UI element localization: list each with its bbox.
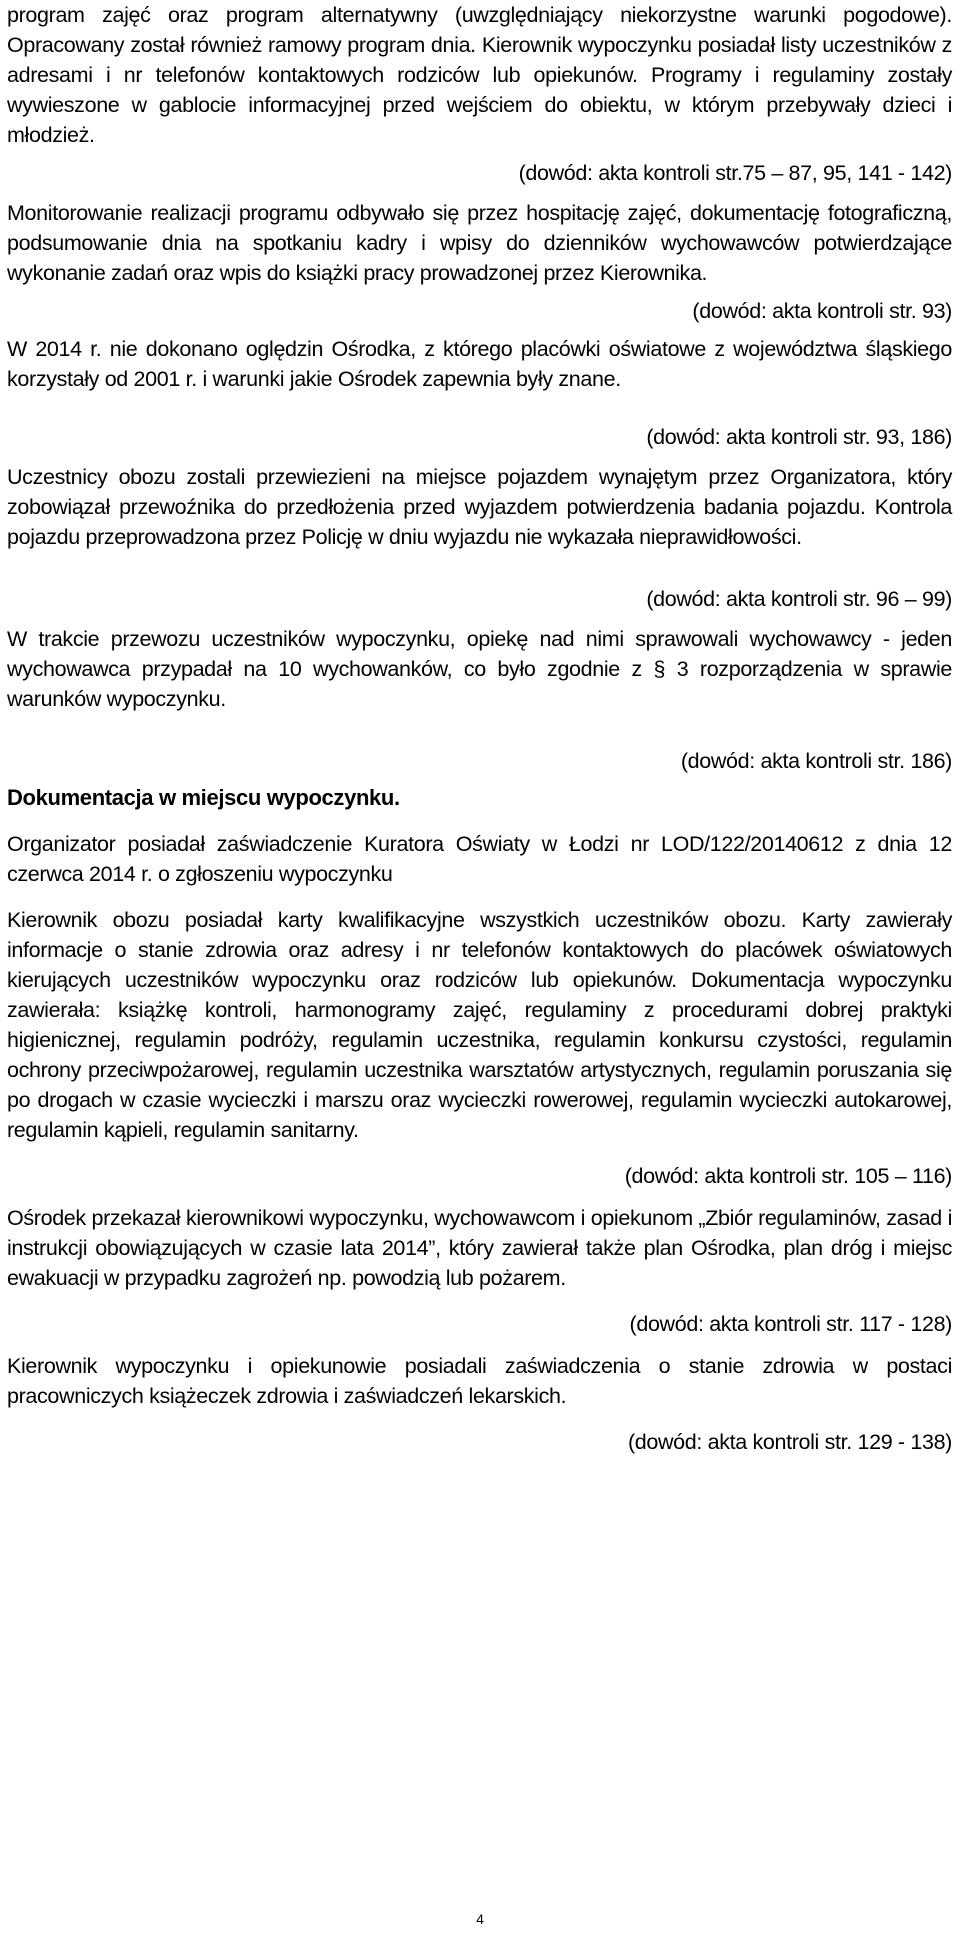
section-heading: Dokumentacja w miejscu wypoczynku. <box>7 785 400 810</box>
evidence-reference: (dowód: akta kontroli str. 93) <box>692 299 952 323</box>
page-number: 4 <box>476 1911 484 1927</box>
evidence-reference: (dowód: akta kontroli str. 117 - 128) <box>629 1312 952 1336</box>
paragraph-program: program zajęć oraz program alternatywny (uwzględniający niekorzystne warunki pogodowe). Opracowany został również ramowy program dnia. Kierownik wypoczynku posiadał listy uczestników z adresami i nr telefonów kontaktowych rodziców lub opiekunów. Programy i regulaminy zostały wywieszone w gablocie informacyjnej przed wejściem do obiektu, w którym przebywały dzieci i młodzież. <box>7 3 952 147</box>
evidence-reference: (dowód: akta kontroli str. 105 – 116) <box>624 1164 952 1188</box>
paragraph-documentation: Kierownik obozu posiadał karty kwalifikacyjne wszystkich uczestników obozu. Karty zawierały informacje o stanie zdrowia oraz adresy i nr telefonów kontaktowych do placówek oświatowych kierujących uczestników wypoczynku oraz rodziców lub opiekunów. Dokumentacja wypoczynku zawierała: książkę kontroli, harmonogramy zajęć, regulaminy z procedurami dobrej praktyki higienicznej, regulamin podróży, regulamin uczestnika, regulamin konkursu czystości, regulamin ochrony przeciwpożarowej, regulamin uczestnika warsztatów artystycznych, regulamin poruszania się po drogach w czasie wycieczki i marszu oraz wycieczki rowerowej, regulamin wycieczki autokarowej, regulamin kąpieli, regulamin sanitarny. <box>7 908 952 1142</box>
evidence-reference: (dowód: akta kontroli str. 186) <box>680 749 952 773</box>
evidence-reference: (dowód: akta kontroli str.75 – 87, 95, 141 - 142) <box>518 161 952 185</box>
paragraph-regulations: Ośrodek przekazał kierownikowi wypoczynku, wychowawcom i opiekunom „Zbiór regulaminów, zasad i instrukcji obowiązujących w czasie lata 2014”, który zawierał także plan Ośrodka, plan dróg i miejsc ewakuacji w przypadku zagrożeń np. powodzią lub pożarem. <box>7 1206 952 1290</box>
paragraph-supervision: W trakcie przewozu uczestników wypoczynku, opiekę nad nimi sprawowali wychowawcy - jeden wychowawca przypadał na 10 wychowanków, co było zgodnie z § 3 rozporządzenia w sprawie warunków wypoczynku. <box>7 627 952 711</box>
paragraph-inspection: W 2014 r. nie dokonano oględzin Ośrodka, z którego placówki oświatowe z województwa śląskiego korzystały od 2001 r. i warunki jakie Ośrodek zapewnia były znane. <box>7 337 952 391</box>
paragraph-monitoring: Monitorowanie realizacji programu odbywało się przez hospitację zajęć, dokumentację fotograficzną, podsumowanie dnia na spotkaniu kadry i wpisy do dzienników wychowawców potwierdzające wykonanie zadań oraz wpis do książki pracy prowadzonej przez Kierownika. <box>7 201 952 285</box>
paragraph-transport: Uczestnicy obozu zostali przewiezieni na miejsce pojazdem wynajętym przez Organizatora, który zobowiązał przewoźnika do przedłożenia przed wyjazdem potwierdzenia badania pojazdu. Kontrola pojazdu przeprowadzona przez Policję w dniu wyjazdu nie wykazała nieprawidłowości. <box>7 465 952 549</box>
evidence-reference: (dowód: akta kontroli str. 93, 186) <box>646 425 952 449</box>
paragraph-certificate: Organizator posiadał zaświadczenie Kuratora Oświaty w Łodzi nr LOD/122/20140612 z dnia 12 czerwca 2014 r. o zgłoszeniu wypoczynku <box>7 832 952 886</box>
evidence-reference: (dowód: akta kontroli str. 129 - 138) <box>627 1430 952 1454</box>
evidence-reference: (dowód: akta kontroli str. 96 – 99) <box>646 587 952 611</box>
paragraph-health: Kierownik wypoczynku i opiekunowie posiadali zaświadczenia o stanie zdrowia w postaci pracowniczych książeczek zdrowia i zaświadczeń lekarskich. <box>7 1354 952 1408</box>
